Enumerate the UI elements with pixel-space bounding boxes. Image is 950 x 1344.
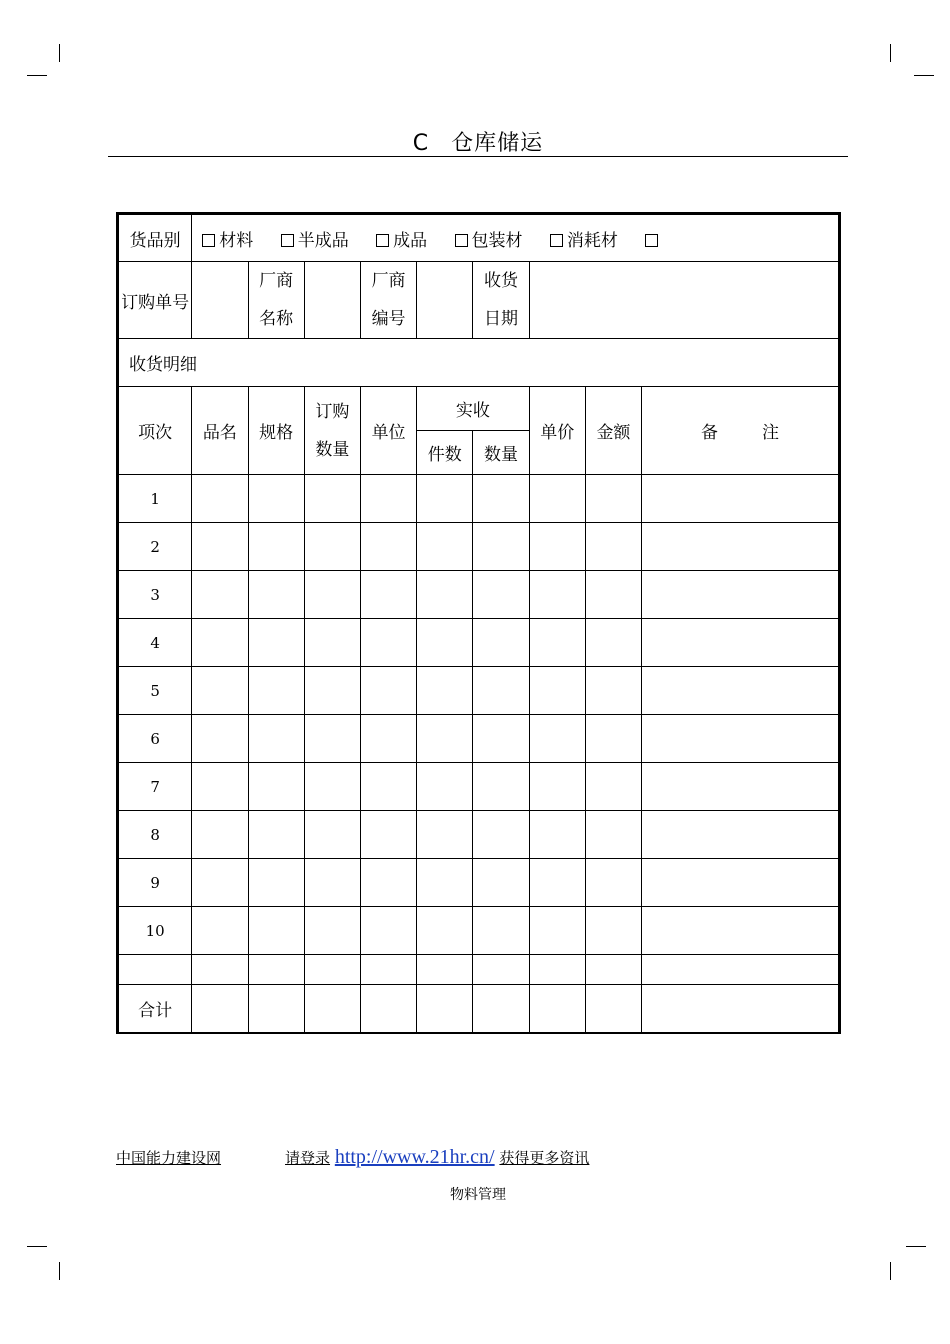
footer-line — [116, 1146, 589, 1169]
row-number: 10 — [118, 907, 192, 955]
col-order-qty: 订购 数量 — [304, 387, 360, 475]
checkbox-icon[interactable] — [202, 234, 215, 247]
receiving-form-table — [116, 212, 841, 1034]
checkbox-icon[interactable] — [550, 234, 563, 247]
table-row — [118, 523, 840, 571]
total-label: 合计 — [118, 985, 192, 1033]
checkbox-icon[interactable] — [645, 234, 658, 247]
col-name: 品名 — [192, 387, 248, 475]
row-number: 3 — [118, 571, 192, 619]
checkbox-icon[interactable] — [376, 234, 389, 247]
crop-mark — [27, 1246, 47, 1247]
checkbox-icon[interactable] — [455, 234, 468, 247]
crop-mark — [27, 75, 47, 76]
detail-label: 收货明细 — [118, 339, 840, 387]
total-row — [118, 985, 840, 1033]
table-row — [118, 475, 840, 523]
checkbox-icon[interactable] — [281, 234, 294, 247]
vendor-no-label: 厂商 编号 — [360, 262, 416, 339]
footer-more-text: 获得更多资讯 — [499, 1149, 590, 1167]
order-no-field[interactable] — [192, 262, 248, 339]
category-option-material[interactable]: 材料 — [202, 231, 253, 251]
row-number — [118, 955, 192, 985]
crop-mark — [906, 1246, 926, 1247]
section-title: 仓库储运 — [451, 131, 544, 156]
col-received: 实收 — [417, 387, 529, 431]
detail-label-row — [118, 339, 840, 387]
row-number: 8 — [118, 811, 192, 859]
category-option-packaging[interactable]: 包装材 — [455, 231, 523, 251]
col-item: 项次 — [118, 387, 192, 475]
table-row — [118, 859, 840, 907]
footer-site-name: 中国能力建设网 — [116, 1149, 222, 1167]
col-unit: 单位 — [360, 387, 416, 475]
crop-mark — [59, 1262, 60, 1280]
category-label: 货品别 — [118, 214, 192, 262]
receive-date-field[interactable] — [529, 262, 839, 339]
col-price: 单价 — [529, 387, 585, 475]
vendor-no-field[interactable] — [417, 262, 473, 339]
table-row — [118, 667, 840, 715]
col-pieces: 件数 — [417, 431, 473, 475]
crop-mark — [890, 1262, 891, 1280]
col-spec: 规格 — [248, 387, 304, 475]
crop-mark — [914, 75, 934, 76]
row-number: 6 — [118, 715, 192, 763]
col-quantity: 数量 — [473, 431, 529, 475]
table-row — [118, 619, 840, 667]
col-remark: 备 注 — [642, 387, 840, 475]
table-row — [118, 907, 840, 955]
category-option-semi-finished[interactable]: 半成品 — [281, 231, 349, 251]
row-number: 2 — [118, 523, 192, 571]
footer-subtitle: 物料管理 — [450, 1187, 506, 1203]
receive-date-label: 收货 日期 — [473, 262, 529, 339]
category-option-other[interactable] — [645, 231, 662, 251]
column-header-row — [118, 387, 840, 431]
col-amount: 金额 — [585, 387, 641, 475]
category-row — [118, 214, 840, 262]
order-no-label: 订购单号 — [118, 262, 192, 339]
row-number: 7 — [118, 763, 192, 811]
category-option-consumable[interactable]: 消耗材 — [550, 231, 618, 251]
row-number: 5 — [118, 667, 192, 715]
footer-url-link[interactable]: http://www.21hr.cn/ — [334, 1146, 495, 1168]
footer-login-text: 请登录 — [285, 1149, 331, 1167]
row-number: 1 — [118, 475, 192, 523]
crop-mark — [890, 44, 891, 62]
vendor-name-label: 厂商 名称 — [248, 262, 304, 339]
table-row — [118, 571, 840, 619]
order-info-row — [118, 262, 840, 339]
table-row — [118, 955, 840, 985]
row-number: 4 — [118, 619, 192, 667]
crop-mark — [59, 44, 60, 62]
table-row — [118, 763, 840, 811]
page-title — [108, 126, 848, 157]
table-row — [118, 811, 840, 859]
header-rule — [108, 156, 848, 157]
category-options — [192, 214, 840, 262]
category-option-finished[interactable]: 成品 — [376, 231, 427, 251]
row-number: 9 — [118, 859, 192, 907]
table-row — [118, 715, 840, 763]
section-code: C — [412, 131, 430, 156]
vendor-name-field[interactable] — [304, 262, 360, 339]
